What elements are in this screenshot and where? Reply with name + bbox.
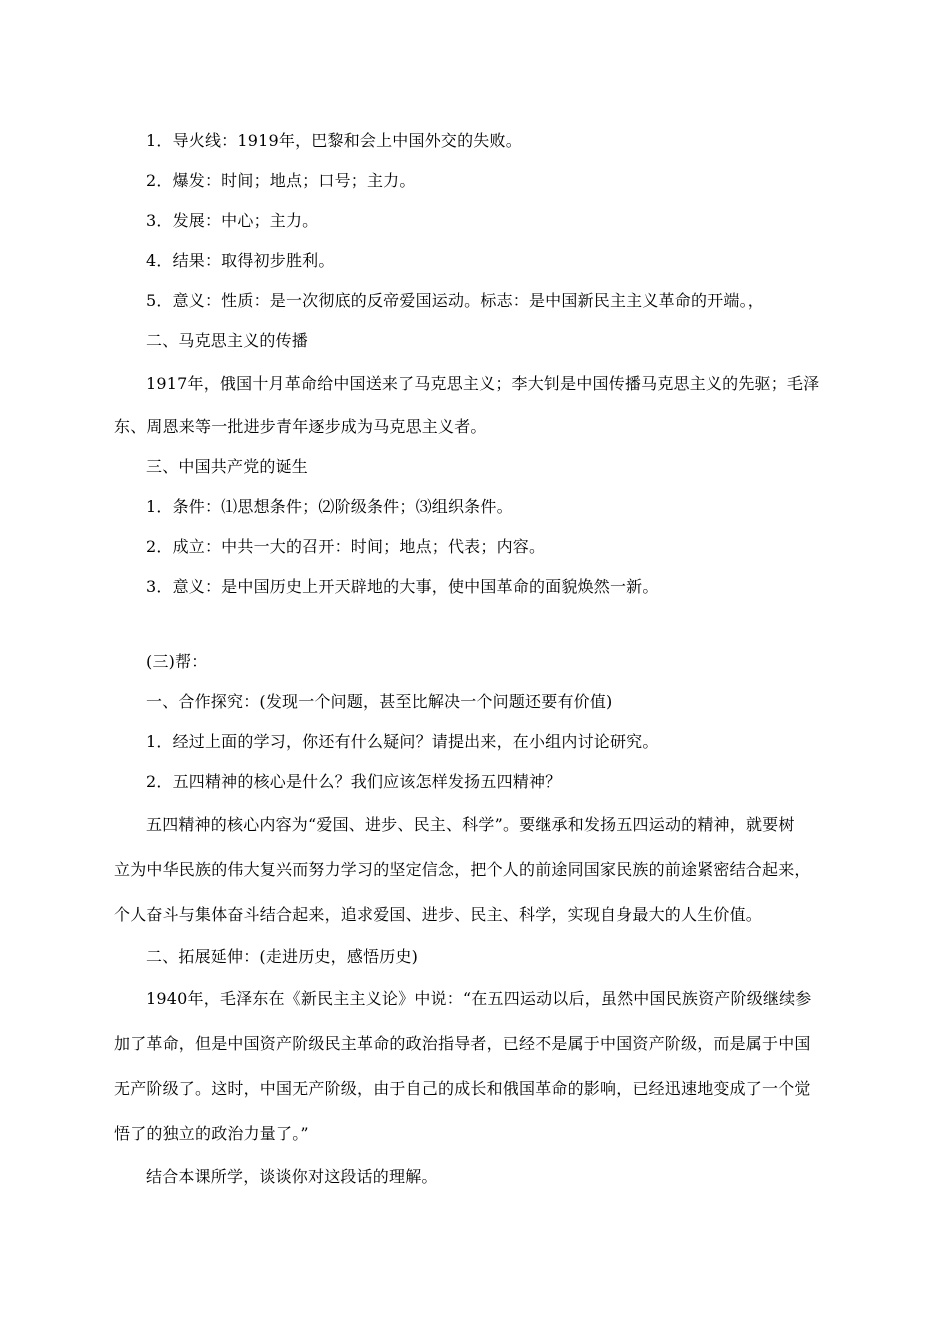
list-item-result: 4．结果：取得初步胜利。 xyxy=(146,251,335,270)
answer-line: 个人奋斗与集体奋斗结合起来，追求爱国、进步、民主、科学，实现自身最大的人生价值。 xyxy=(114,905,763,924)
list-item-founding: 2．成立：中共一大的召开：时间；地点；代表；内容。 xyxy=(146,537,546,556)
list-item-significance: 5．意义：性质：是一次彻底的反帝爱国运动。标志：是中国新民主主义革命的开端。， xyxy=(146,291,764,310)
list-item-conditions: 1．条件：⑴思想条件；⑵阶级条件；⑶组织条件。 xyxy=(146,497,513,516)
section-heading-extension: 二、拓展延伸：(走进历史，感悟历史) xyxy=(146,947,419,966)
list-item-fuse: 1．导火线：1919年，巴黎和会上中国外交的失败。 xyxy=(146,131,522,150)
list-item-development: 3．发展：中心；主力。 xyxy=(146,211,319,230)
section-label-help: (三)帮： xyxy=(146,652,208,671)
paragraph-line: 东、周恩来等一批进步青年逐步成为马克思主义者。 xyxy=(114,417,487,436)
quote-line: 无产阶级了。这时，中国无产阶级，由于自己的成长和俄国革命的影响，已经迅速地变成了一个觉 xyxy=(114,1079,811,1098)
section-heading-marxism: 二、马克思主义的传播 xyxy=(146,331,309,350)
quote-line: 1940年，毛泽东在《新民主主义论》中说：“在五四运动以后，虽然中国民族资产阶级继续参 xyxy=(146,989,812,1008)
answer-line: 立为中华民族的伟大复兴而努力学习的坚定信念，把个人的前途同国家民族的前途紧密结合起来， xyxy=(114,860,811,879)
answer-line: 五四精神的核心内容为“爱国、进步、民主、科学”。要继承和发扬五四运动的精神，就要树 xyxy=(146,815,795,834)
section-heading-cooperation: 一、合作探究：(发现一个问题，甚至比解决一个问题还要有价值) xyxy=(146,692,613,711)
quote-line: 加了革命，但是中国资产阶级民主革命的政治指导者，已经不是属于中国资产阶级，而是属于中国 xyxy=(114,1034,811,1053)
quote-line: 悟了的独立的政治力量了。” xyxy=(114,1124,309,1143)
question-item: 2．五四精神的核心是什么？我们应该怎样发扬五四精神？ xyxy=(146,772,562,791)
section-heading-ccp: 三、中国共产党的诞生 xyxy=(146,457,309,476)
list-item-outbreak: 2．爆发：时间；地点；口号；主力。 xyxy=(146,171,416,190)
paragraph-line: 1917年，俄国十月革命给中国送来了马克思主义；李大钊是中国传播马克思主义的先驱；毛泽 xyxy=(146,374,820,393)
question-item: 1．经过上面的学习，你还有什么疑问？请提出来，在小组内讨论研究。 xyxy=(146,732,659,751)
list-item-ccp-significance: 3．意义：是中国历史上开天辟地的大事，使中国革命的面貌焕然一新。 xyxy=(146,577,659,596)
discussion-prompt: 结合本课所学，谈谈你对这段话的理解。 xyxy=(146,1167,438,1186)
